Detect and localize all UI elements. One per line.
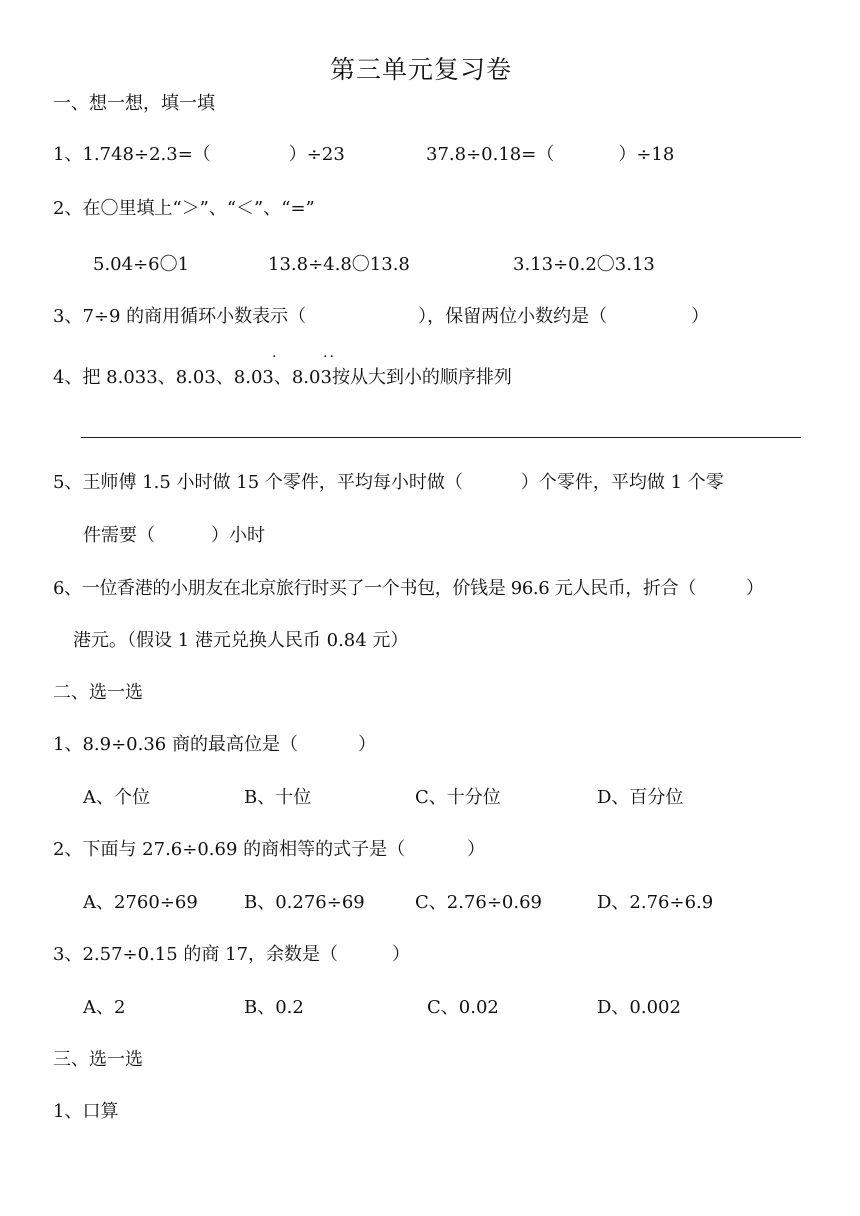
- option-d[interactable]: D、百分位: [597, 787, 684, 808]
- question-1-part-a: [53, 143, 345, 167]
- question-text: 2、下面与 27.6÷0.69 的商相等的式子是（: [53, 839, 406, 860]
- option-d[interactable]: D、2.76÷6.9: [597, 892, 714, 913]
- question-6-line-1: [53, 577, 764, 601]
- compare-item[interactable]: 5.04÷6〇1: [93, 254, 190, 275]
- section-heading: 三、选一选: [53, 1049, 143, 1070]
- question-text: 1、1.748÷2.3=（: [53, 144, 211, 165]
- compare-item[interactable]: 13.8÷4.8〇13.8: [268, 254, 410, 275]
- question-4: 4、把 8.033、8.03、8.03、8.03按从大到小的顺序排列: [53, 367, 512, 388]
- question-text: 3、2.57÷0.15 的商 17，余数是（: [53, 944, 339, 965]
- option-d[interactable]: D、0.002: [597, 997, 681, 1018]
- question-text: ）: [392, 944, 411, 965]
- option-b[interactable]: B、0.2: [244, 997, 304, 1018]
- compare-item[interactable]: 3.13÷0.2〇3.13: [513, 254, 655, 275]
- question-text: 3、7÷9 的商用循环小数表示（: [53, 306, 307, 327]
- option-a[interactable]: A、个位: [83, 787, 150, 808]
- option-b[interactable]: B、0.276÷69: [244, 892, 365, 913]
- option-c[interactable]: C、十分位: [415, 787, 501, 808]
- question-1-part-b: [426, 143, 674, 167]
- question-text: ）: [745, 578, 764, 599]
- option-a[interactable]: A、2760÷69: [83, 892, 198, 913]
- section-heading: 一、想一想，填一填: [53, 93, 215, 114]
- question-text: ）÷23: [288, 144, 345, 165]
- page-title: 第三单元复习卷: [330, 55, 513, 84]
- question-text: ）: [691, 306, 710, 327]
- question-text: 5、王师傅 1.5 小时做 15 个零件，平均每小时做（: [53, 472, 463, 493]
- repeating-decimal-dot: .: [272, 345, 279, 361]
- option-c[interactable]: C、2.76÷0.69: [415, 892, 543, 913]
- question-text: 件需要（: [83, 525, 155, 546]
- question-6-line-2: 港元。（假设 1 港元兑换人民币 0.84 元）: [73, 630, 409, 651]
- mc-question-2: [53, 838, 485, 862]
- section-heading: 二、选一选: [53, 682, 143, 703]
- question-text: 1、8.9÷0.36 商的最高位是（: [53, 734, 298, 755]
- question-3: [53, 305, 709, 329]
- question-text: ）÷18: [618, 144, 675, 165]
- option-c[interactable]: C、0.02: [427, 997, 499, 1018]
- question-text: ）: [467, 839, 486, 860]
- repeating-decimal-dots: ..: [323, 345, 336, 361]
- option-b[interactable]: B、十位: [244, 787, 312, 808]
- mc-question-3: [53, 943, 410, 967]
- question-mental-math: 1、口算: [53, 1101, 119, 1122]
- option-a[interactable]: A、2: [83, 997, 126, 1018]
- question-5-line-2: [83, 524, 265, 548]
- question-5-line-1: [53, 471, 724, 495]
- question-text: 6、一位香港的小朋友在北京旅行时买了一个书包，价钱是 96.6 元人民币，折合（: [53, 578, 696, 599]
- question-text: ）小时: [211, 525, 265, 546]
- question-text: ），保留两位小数约是（: [418, 306, 608, 327]
- question-2-intro: 2、在〇里填上“＞”、“＜”、“=”: [53, 198, 315, 219]
- answer-line[interactable]: [81, 437, 801, 438]
- mc-question-1: [53, 733, 376, 757]
- question-text: 37.8÷0.18=（: [426, 144, 555, 165]
- question-text: ）: [357, 734, 376, 755]
- question-text: ）个零件，平均做 1 个零: [520, 472, 724, 493]
